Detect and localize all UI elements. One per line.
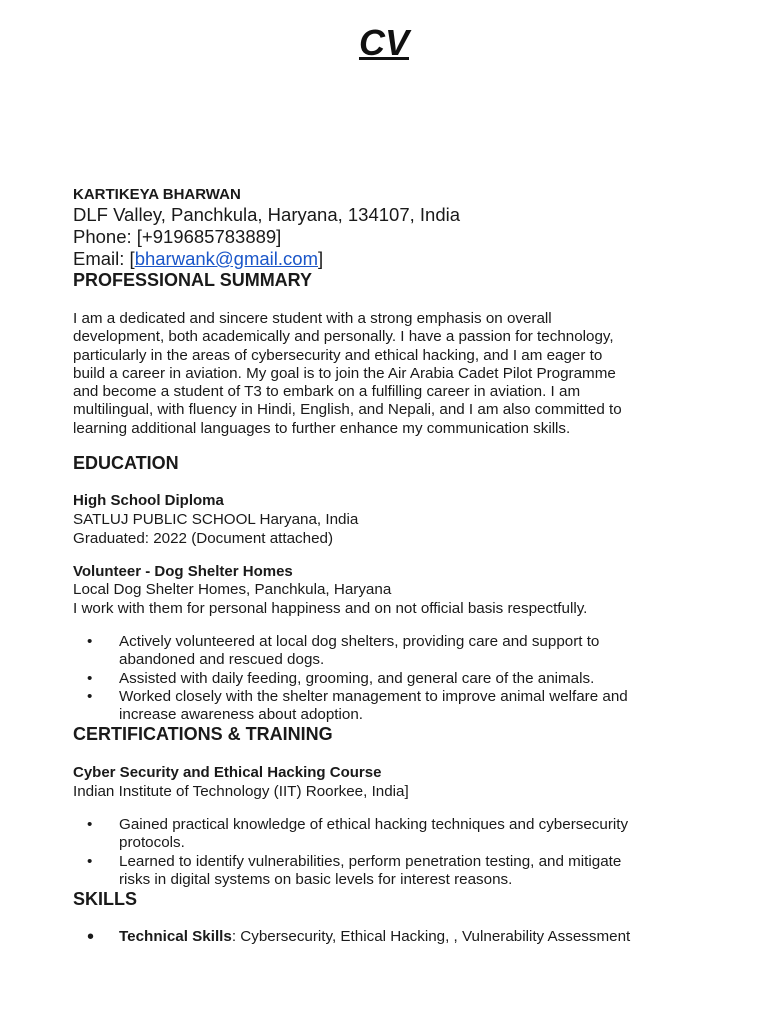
- skills-line: [119, 928, 630, 946]
- summary-line: and become a student of T3 to embark on a fulfilling career in aviation. I am: [73, 383, 581, 401]
- summary-line: multilingual, with fluency in Hindi, English, and Nepali, and I am also committed to: [73, 401, 622, 419]
- list-item-line: Assisted with daily feeding, grooming, and general care of the animals.: [119, 670, 595, 687]
- skills-label: Technical Skills: [119, 928, 232, 945]
- skills-heading: SKILLS: [73, 889, 138, 909]
- summary-heading: PROFESSIONAL SUMMARY: [73, 270, 313, 290]
- list-item-line: protocols.: [119, 834, 185, 852]
- summary-line: particularly in the areas of cybersecurity and ethical hacking, and I am eager to: [73, 346, 603, 364]
- education-heading: EDUCATION: [73, 453, 179, 473]
- summary-line: development, both academically and personally. I have a passion for technology,: [73, 328, 614, 346]
- list-item: [119, 670, 594, 688]
- summary-line: learning additional languages to further enhance my communication skills.: [73, 419, 571, 437]
- bullet-icon: •: [87, 688, 93, 705]
- list-item: [119, 853, 621, 890]
- list-item-line: Worked closely with the shelter management to improve animal welfare and: [119, 688, 628, 705]
- list-item: [119, 688, 628, 725]
- address-line: DLF Valley, Panchkula, Haryana, 134107, India: [73, 204, 461, 225]
- list-item: [119, 633, 599, 670]
- list-item-line: Actively volunteered at local dog shelters, providing care and support to: [119, 633, 600, 650]
- skills-value: : Cybersecurity, Ethical Hacking, , Vulnerability Assessment: [231, 928, 631, 945]
- course-title: Cyber Security and Ethical Hacking Course: [73, 764, 382, 781]
- bullet-icon: •: [87, 926, 95, 948]
- email-line: [73, 248, 323, 270]
- course-institute: Indian Institute of Technology (IIT) Roorkee, India]: [73, 783, 409, 800]
- diploma-school: SATLUJ PUBLIC SCHOOL Haryana, India: [73, 511, 359, 528]
- certifications-heading: CERTIFICATIONS & TRAINING: [73, 724, 333, 744]
- email-suffix: ]: [317, 248, 324, 269]
- diploma-title: High School Diploma: [73, 492, 224, 509]
- summary-line: I am a dedicated and sincere student with a strong emphasis on overall: [73, 310, 552, 327]
- volunteer-place: Local Dog Shelter Homes, Panchkula, Haryana: [73, 581, 392, 598]
- bullet-icon: •: [87, 816, 93, 833]
- volunteer-title: Volunteer - Dog Shelter Homes: [73, 563, 293, 580]
- candidate-name: KARTIKEYA BHARWAN: [73, 186, 241, 203]
- diploma-graduated: Graduated: 2022 (Document attached): [73, 530, 334, 547]
- bullet-icon: •: [87, 853, 93, 870]
- list-item-line: increase awareness about adoption.: [119, 706, 364, 724]
- bullet-icon: •: [87, 670, 93, 687]
- email-prefix: Email: [: [73, 248, 135, 269]
- summary-paragraph: [73, 310, 693, 438]
- list-item-line: risks in digital systems on basic levels for interest reasons.: [119, 871, 513, 889]
- summary-line: build a career in aviation. My goal is to join the Air Arabia Cadet Pilot Programme: [73, 364, 616, 382]
- volunteer-note: I work with them for personal happiness and on not official basis respectfully.: [73, 600, 588, 617]
- email-link[interactable]: bharwank@gmail.com: [134, 248, 318, 269]
- list-item-line: abandoned and rescued dogs.: [119, 651, 325, 669]
- list-item-line: Learned to identify vulnerabilities, perform penetration testing, and mitigate: [119, 853, 622, 870]
- phone-line: Phone: [+919685783889]: [73, 226, 282, 247]
- list-item-line: Gained practical knowledge of ethical hacking techniques and cybersecurity: [119, 816, 629, 833]
- document-title: CV: [358, 22, 409, 63]
- list-item: [119, 816, 628, 853]
- skills-item: [119, 928, 630, 946]
- bullet-icon: •: [87, 633, 93, 650]
